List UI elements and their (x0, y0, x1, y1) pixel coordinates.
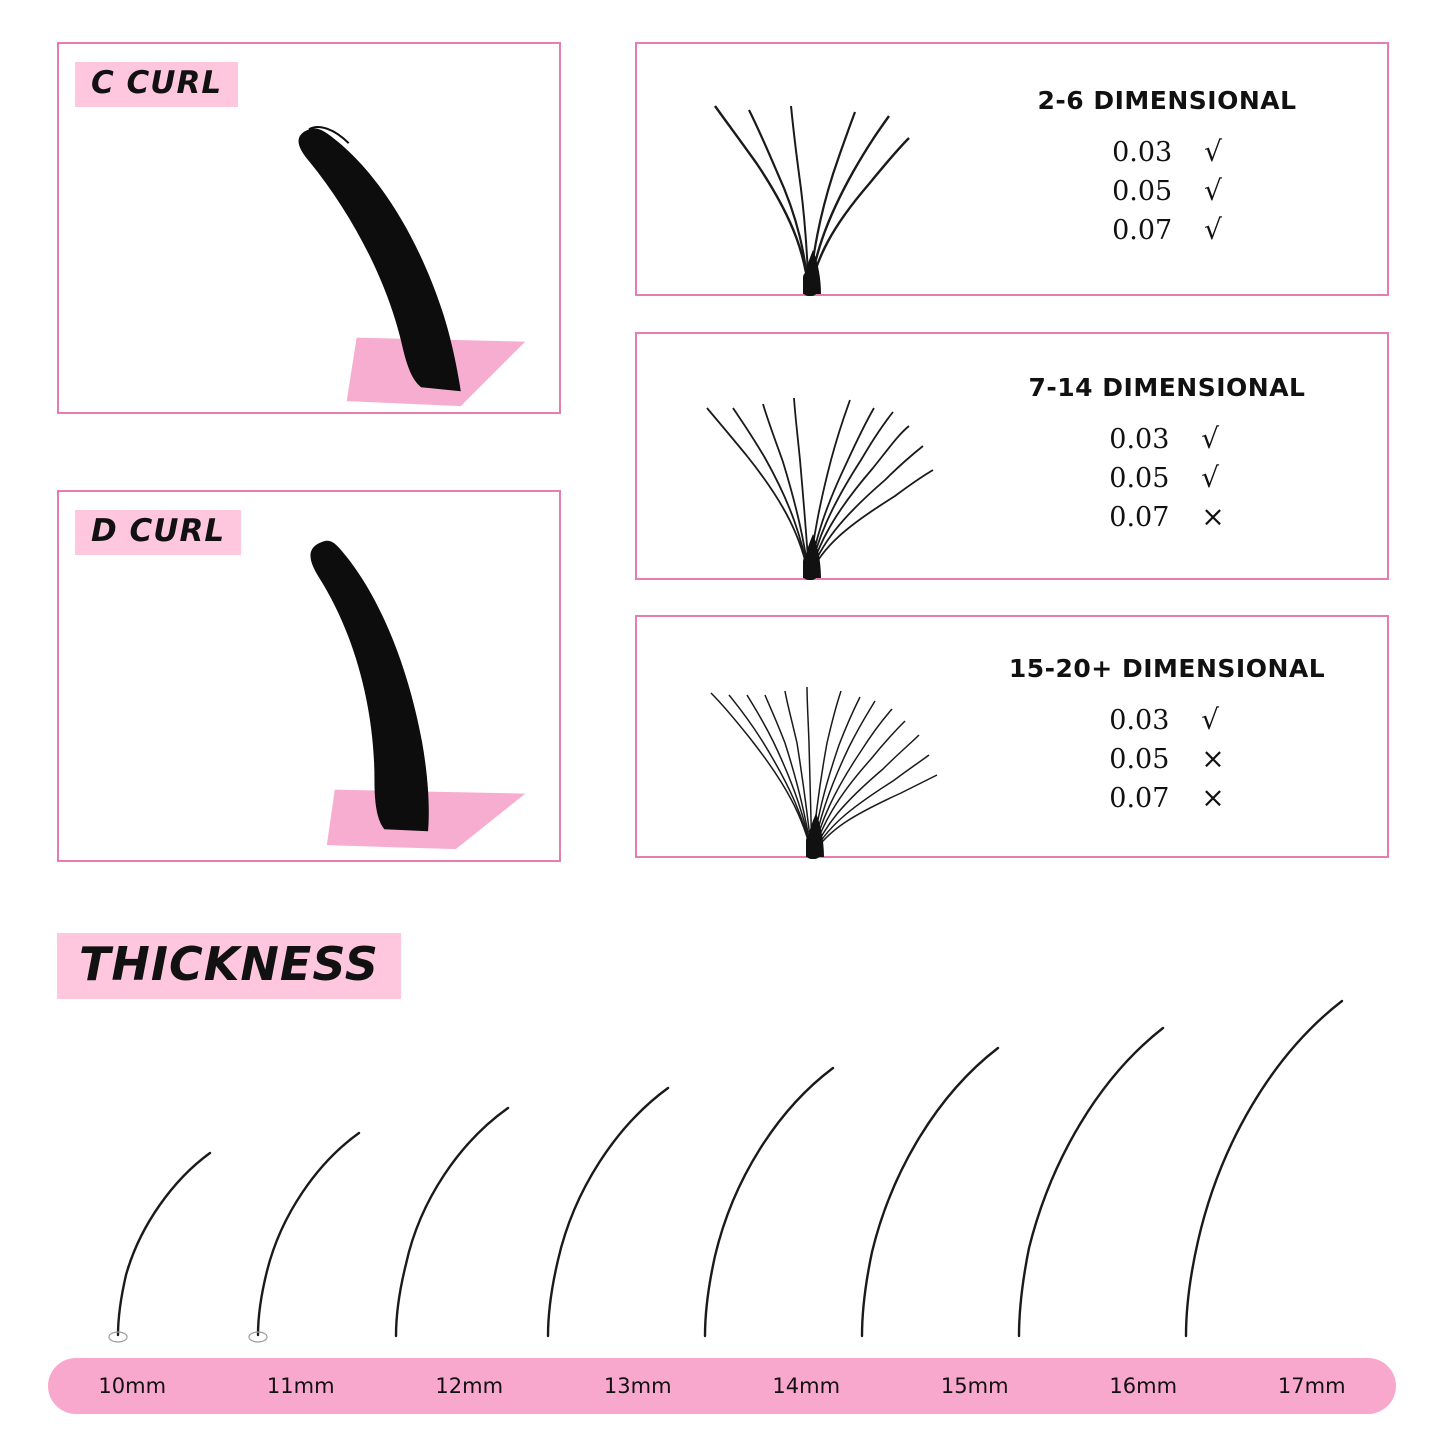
dimensional-text-15-20 (967, 654, 1387, 820)
dimensional-title: 7-14 DIMENSIONAL (1028, 373, 1306, 402)
size-label: 17mm (1277, 1374, 1346, 1398)
spec-row (1109, 781, 1224, 814)
spec-mark: √ (1201, 702, 1220, 736)
spec-value: 0.07 (1109, 502, 1170, 533)
size-label: 16mm (1109, 1374, 1178, 1398)
dimensional-title: 15-20+ DIMENSIONAL (1008, 653, 1326, 683)
size-label: 11mm (266, 1374, 335, 1398)
dimensional-panel-2-6 (635, 42, 1389, 296)
spec-mark: × (1201, 500, 1225, 533)
lash-10mm (78, 1145, 228, 1345)
fan-illustration-2-6 (637, 44, 967, 294)
dimensional-text-7-14 (967, 373, 1387, 539)
spec-value: 0.03 (1109, 424, 1170, 455)
fan-illustration-7-14 (637, 334, 967, 578)
thickness-label: THICKNESS (57, 933, 401, 999)
size-label: 13mm (603, 1374, 672, 1398)
spec-value: 0.07 (1109, 782, 1170, 814)
spec-row (1112, 174, 1222, 207)
lash-length-illustrations (48, 960, 1398, 1350)
spec-row (1109, 461, 1224, 494)
size-label: 10mm (98, 1374, 167, 1398)
lash-17mm (1128, 993, 1358, 1345)
dimensional-panel-7-14 (635, 332, 1389, 580)
spec-mark: × (1201, 780, 1225, 814)
spec-row (1112, 213, 1222, 246)
spec-mark: √ (1201, 461, 1220, 494)
size-legend-bar (48, 1358, 1396, 1414)
spec-row (1109, 742, 1224, 775)
spec-value: 0.07 (1112, 215, 1173, 246)
spec-mark: √ (1204, 213, 1222, 246)
spec-row (1109, 500, 1224, 533)
size-label: 15mm (940, 1374, 1009, 1398)
fan-illustration-15-20 (637, 617, 967, 856)
spec-row (1109, 422, 1224, 455)
c-curl-panel (57, 42, 561, 414)
spec-row (1109, 703, 1224, 736)
c-curl-label: C CURL (75, 62, 238, 107)
spec-mark: √ (1201, 422, 1220, 455)
spec-value: 0.03 (1112, 137, 1173, 168)
dimensional-title: 2-6 DIMENSIONAL (1037, 86, 1297, 115)
dimensional-panel-15-20 (635, 615, 1389, 858)
spec-value: 0.05 (1112, 176, 1173, 207)
spec-value: 0.05 (1109, 743, 1170, 775)
spec-mark: √ (1204, 135, 1222, 168)
size-label: 12mm (435, 1374, 504, 1398)
spec-mark: √ (1204, 174, 1222, 207)
size-label: 14mm (772, 1374, 841, 1398)
spec-value: 0.05 (1109, 463, 1170, 494)
spec-value: 0.03 (1109, 704, 1170, 736)
d-curl-label: D CURL (75, 510, 241, 555)
spec-mark: × (1201, 741, 1225, 775)
spec-row (1112, 135, 1222, 168)
lash-12mm (348, 1100, 523, 1345)
dimensional-text-2-6 (967, 86, 1387, 252)
d-curl-panel (57, 490, 561, 862)
